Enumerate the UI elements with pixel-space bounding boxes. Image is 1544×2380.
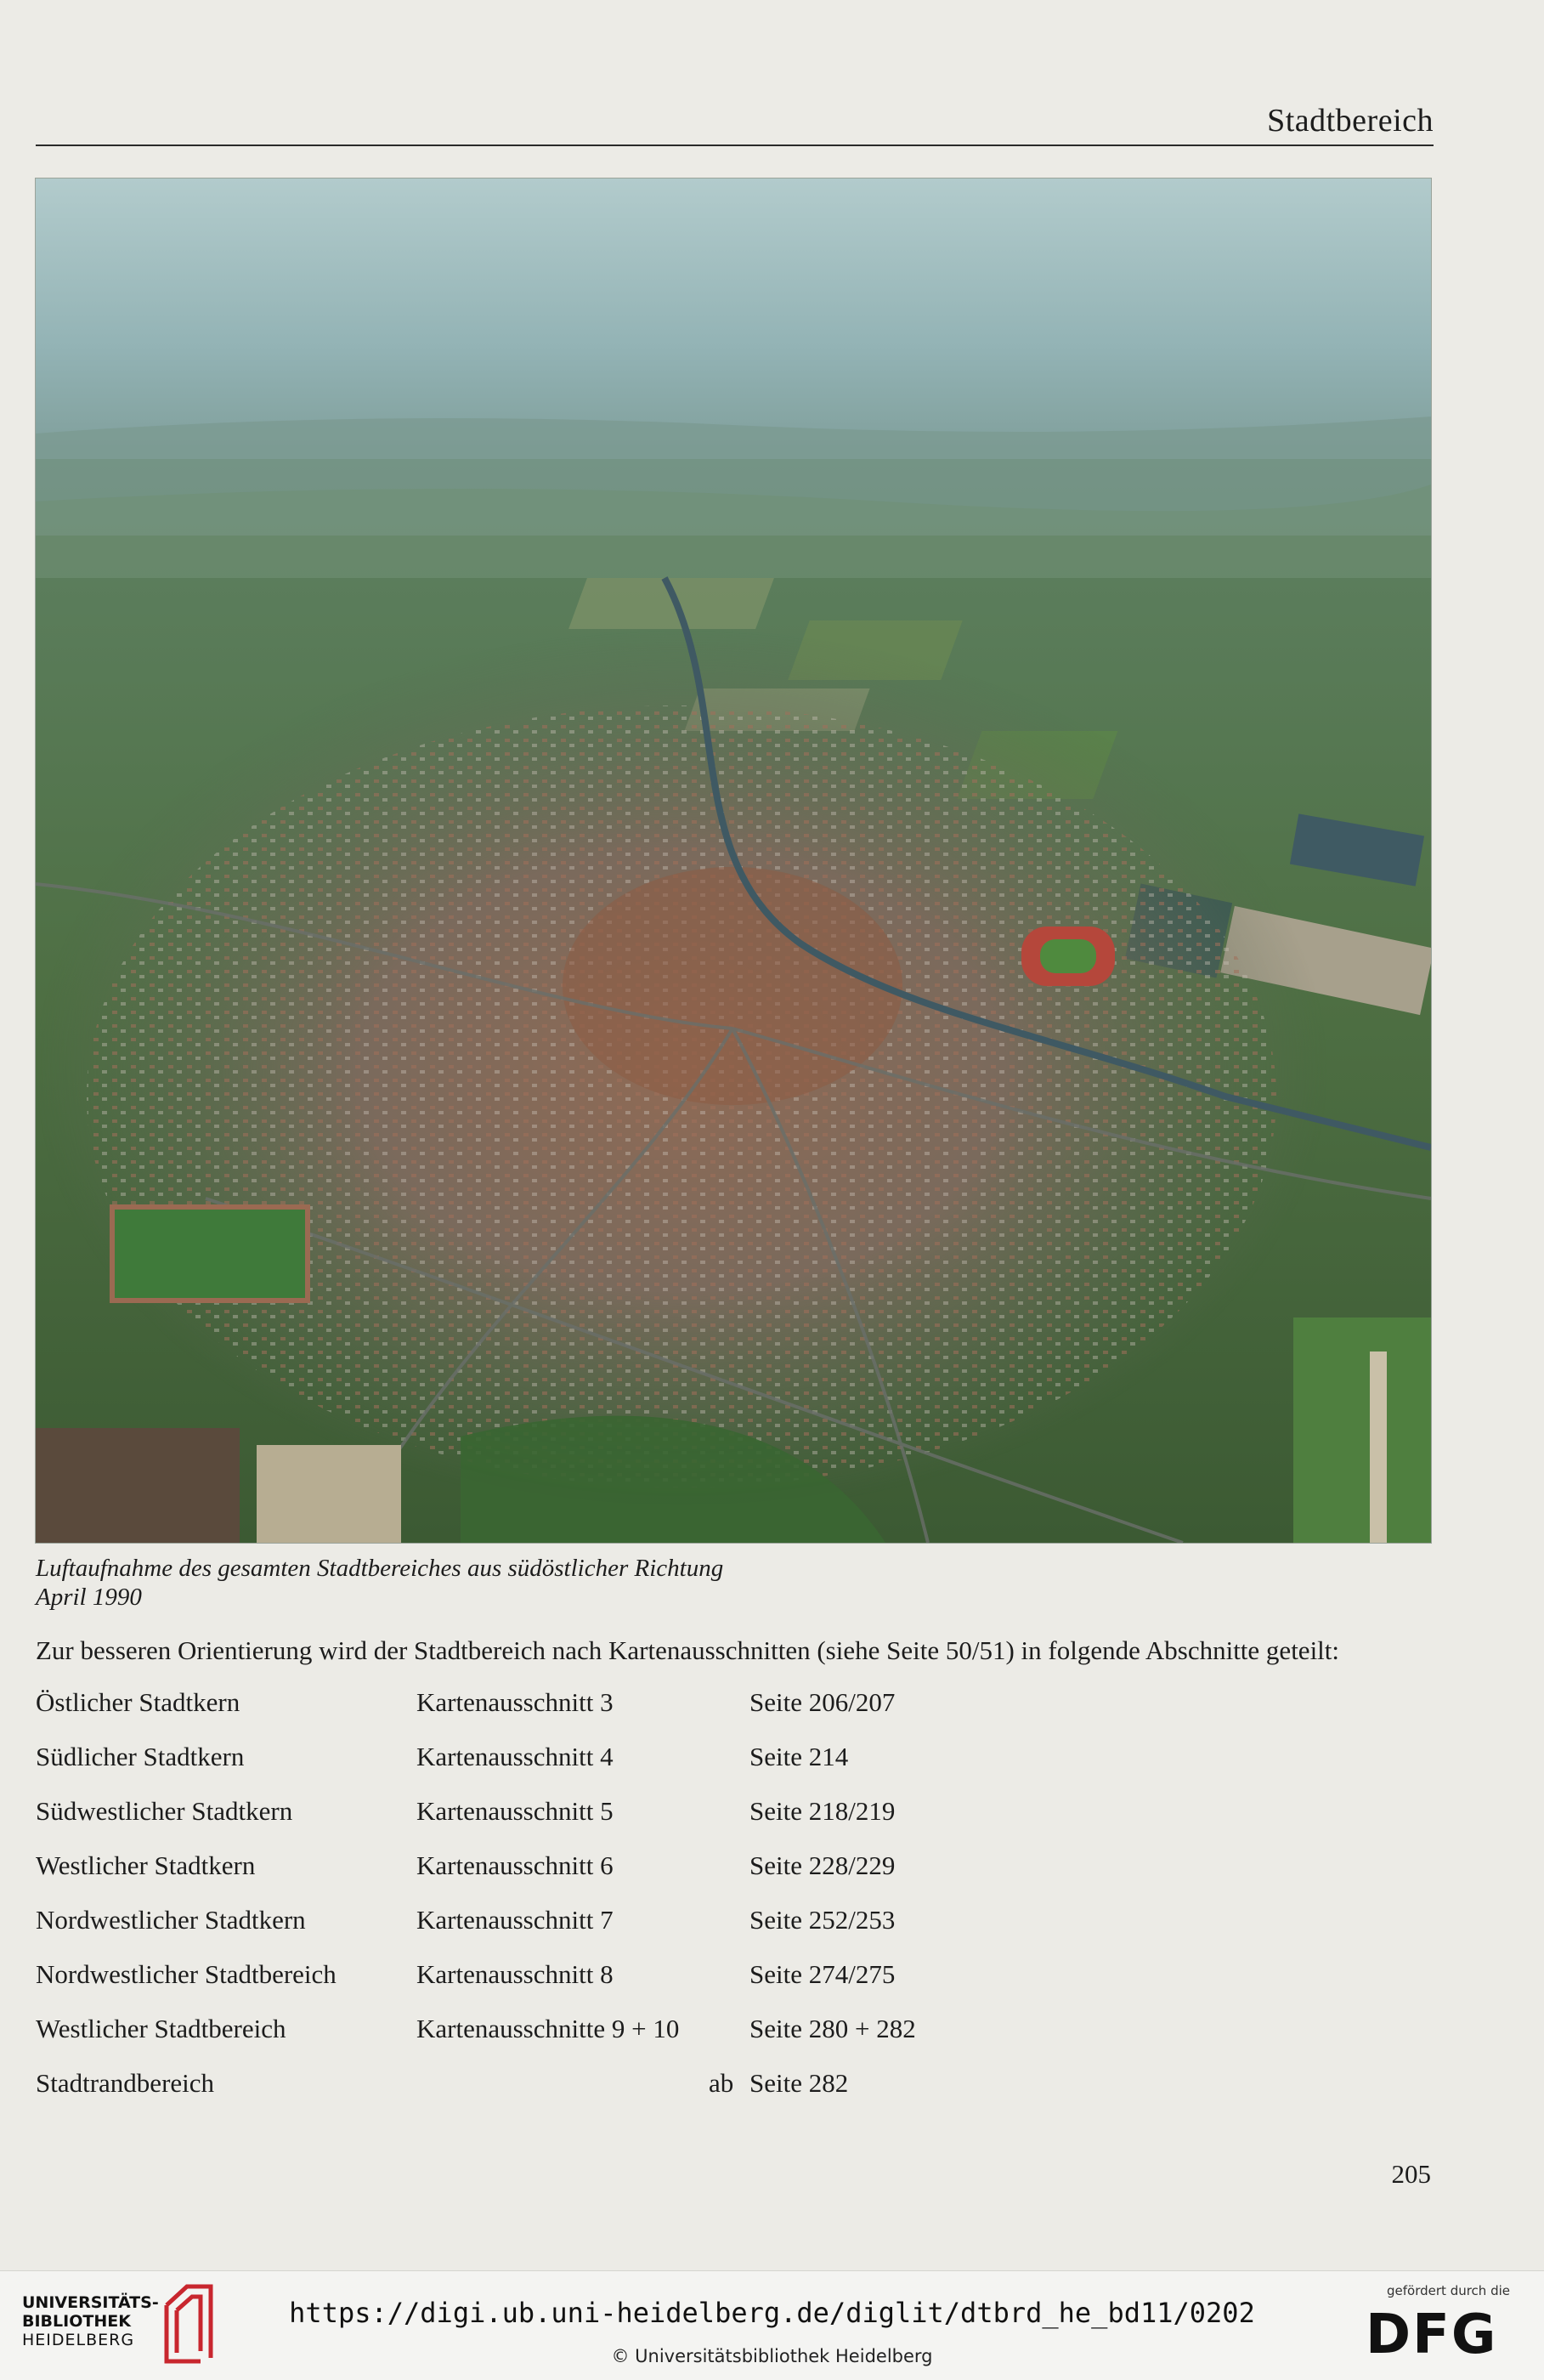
section-map: Kartenausschnitte 9 + 10 <box>416 2014 680 2043</box>
caption-line-2: April 1990 <box>36 1584 142 1611</box>
section-page: Seite 252/253 <box>749 1905 896 1935</box>
dfg-logo-icon[interactable] <box>1366 2304 1510 2363</box>
section-row <box>36 1850 1055 1905</box>
header-rule <box>36 144 1434 146</box>
section-page: Seite 280 + 282 <box>749 2014 916 2043</box>
section-row <box>36 2068 1055 2122</box>
caption-line-1: Luftaufnahme des gesamten Stadtbereiches aus südöstlicher Richtung <box>36 1555 724 1582</box>
funder-logo-text: DFG <box>1366 2304 1498 2360</box>
section-name: Stadtrandbereich <box>36 2068 215 2098</box>
photo-caption <box>36 1554 723 1612</box>
library-name-line-3: HEIDELBERG <box>22 2331 135 2349</box>
page-number: 205 <box>1391 2159 1431 2189</box>
section-page: Seite 282 <box>749 2068 849 2098</box>
intro-text: Zur besseren Orientierung wird der Stadtbereich nach Kartenausschnitten (siehe Seite 50/51) in folgende Abschnitte geteilt: <box>36 1635 1340 1665</box>
section-row <box>36 1905 1055 1959</box>
section-row <box>36 1742 1055 1796</box>
section-page: Seite 218/219 <box>749 1796 896 1826</box>
section-map: Kartenausschnitt 6 <box>416 1850 614 1880</box>
section-name: Südwestlicher Stadtkern <box>36 1796 293 1826</box>
section-map: Kartenausschnitt 3 <box>416 1687 614 1717</box>
permalink-url[interactable]: https://digi.ub.uni-heidelberg.de/diglit/dtbrd_he_bd11/0202 <box>289 2297 1255 2329</box>
section-row <box>36 1959 1055 2014</box>
section-row <box>36 1796 1055 1850</box>
section-page: Seite 274/275 <box>749 1959 896 1989</box>
section-page: Seite 206/207 <box>749 1687 896 1717</box>
running-head: Stadtbereich <box>1267 103 1434 139</box>
section-page-prefix: ab <box>709 2068 734 2098</box>
viewer-footer <box>0 2270 1544 2380</box>
funded-by-label: gefördert durch die <box>1387 2283 1510 2298</box>
aerial-photo-illustration <box>36 178 1431 1543</box>
section-row <box>36 1687 1055 1742</box>
section-name: Nordwestlicher Stadtkern <box>36 1905 306 1935</box>
section-map: Kartenausschnitt 4 <box>416 1742 614 1771</box>
section-map: Kartenausschnitt 7 <box>416 1905 614 1935</box>
section-name: Westlicher Stadtkern <box>36 1850 256 1880</box>
library-name-line-2: BIBLIOTHEK <box>22 2312 131 2331</box>
aerial-photo <box>36 178 1431 1543</box>
section-name: Östlicher Stadtkern <box>36 1687 240 1717</box>
section-page: Seite 214 <box>749 1742 849 1771</box>
section-name: Westlicher Stadtbereich <box>36 2014 286 2043</box>
section-row <box>36 2014 1055 2068</box>
copyright-notice: © Universitätsbibliothek Heidelberg <box>611 2346 933 2366</box>
section-map: Kartenausschnitt 5 <box>416 1796 614 1826</box>
section-name: Südlicher Stadtkern <box>36 1742 245 1771</box>
section-name: Nordwestlicher Stadtbereich <box>36 1959 337 1989</box>
section-map: Kartenausschnitt 8 <box>416 1959 614 1989</box>
library-name-line-1: UNIVERSITÄTS- <box>22 2293 159 2312</box>
section-page: Seite 228/229 <box>749 1850 896 1880</box>
sections-list <box>36 1687 1055 2122</box>
